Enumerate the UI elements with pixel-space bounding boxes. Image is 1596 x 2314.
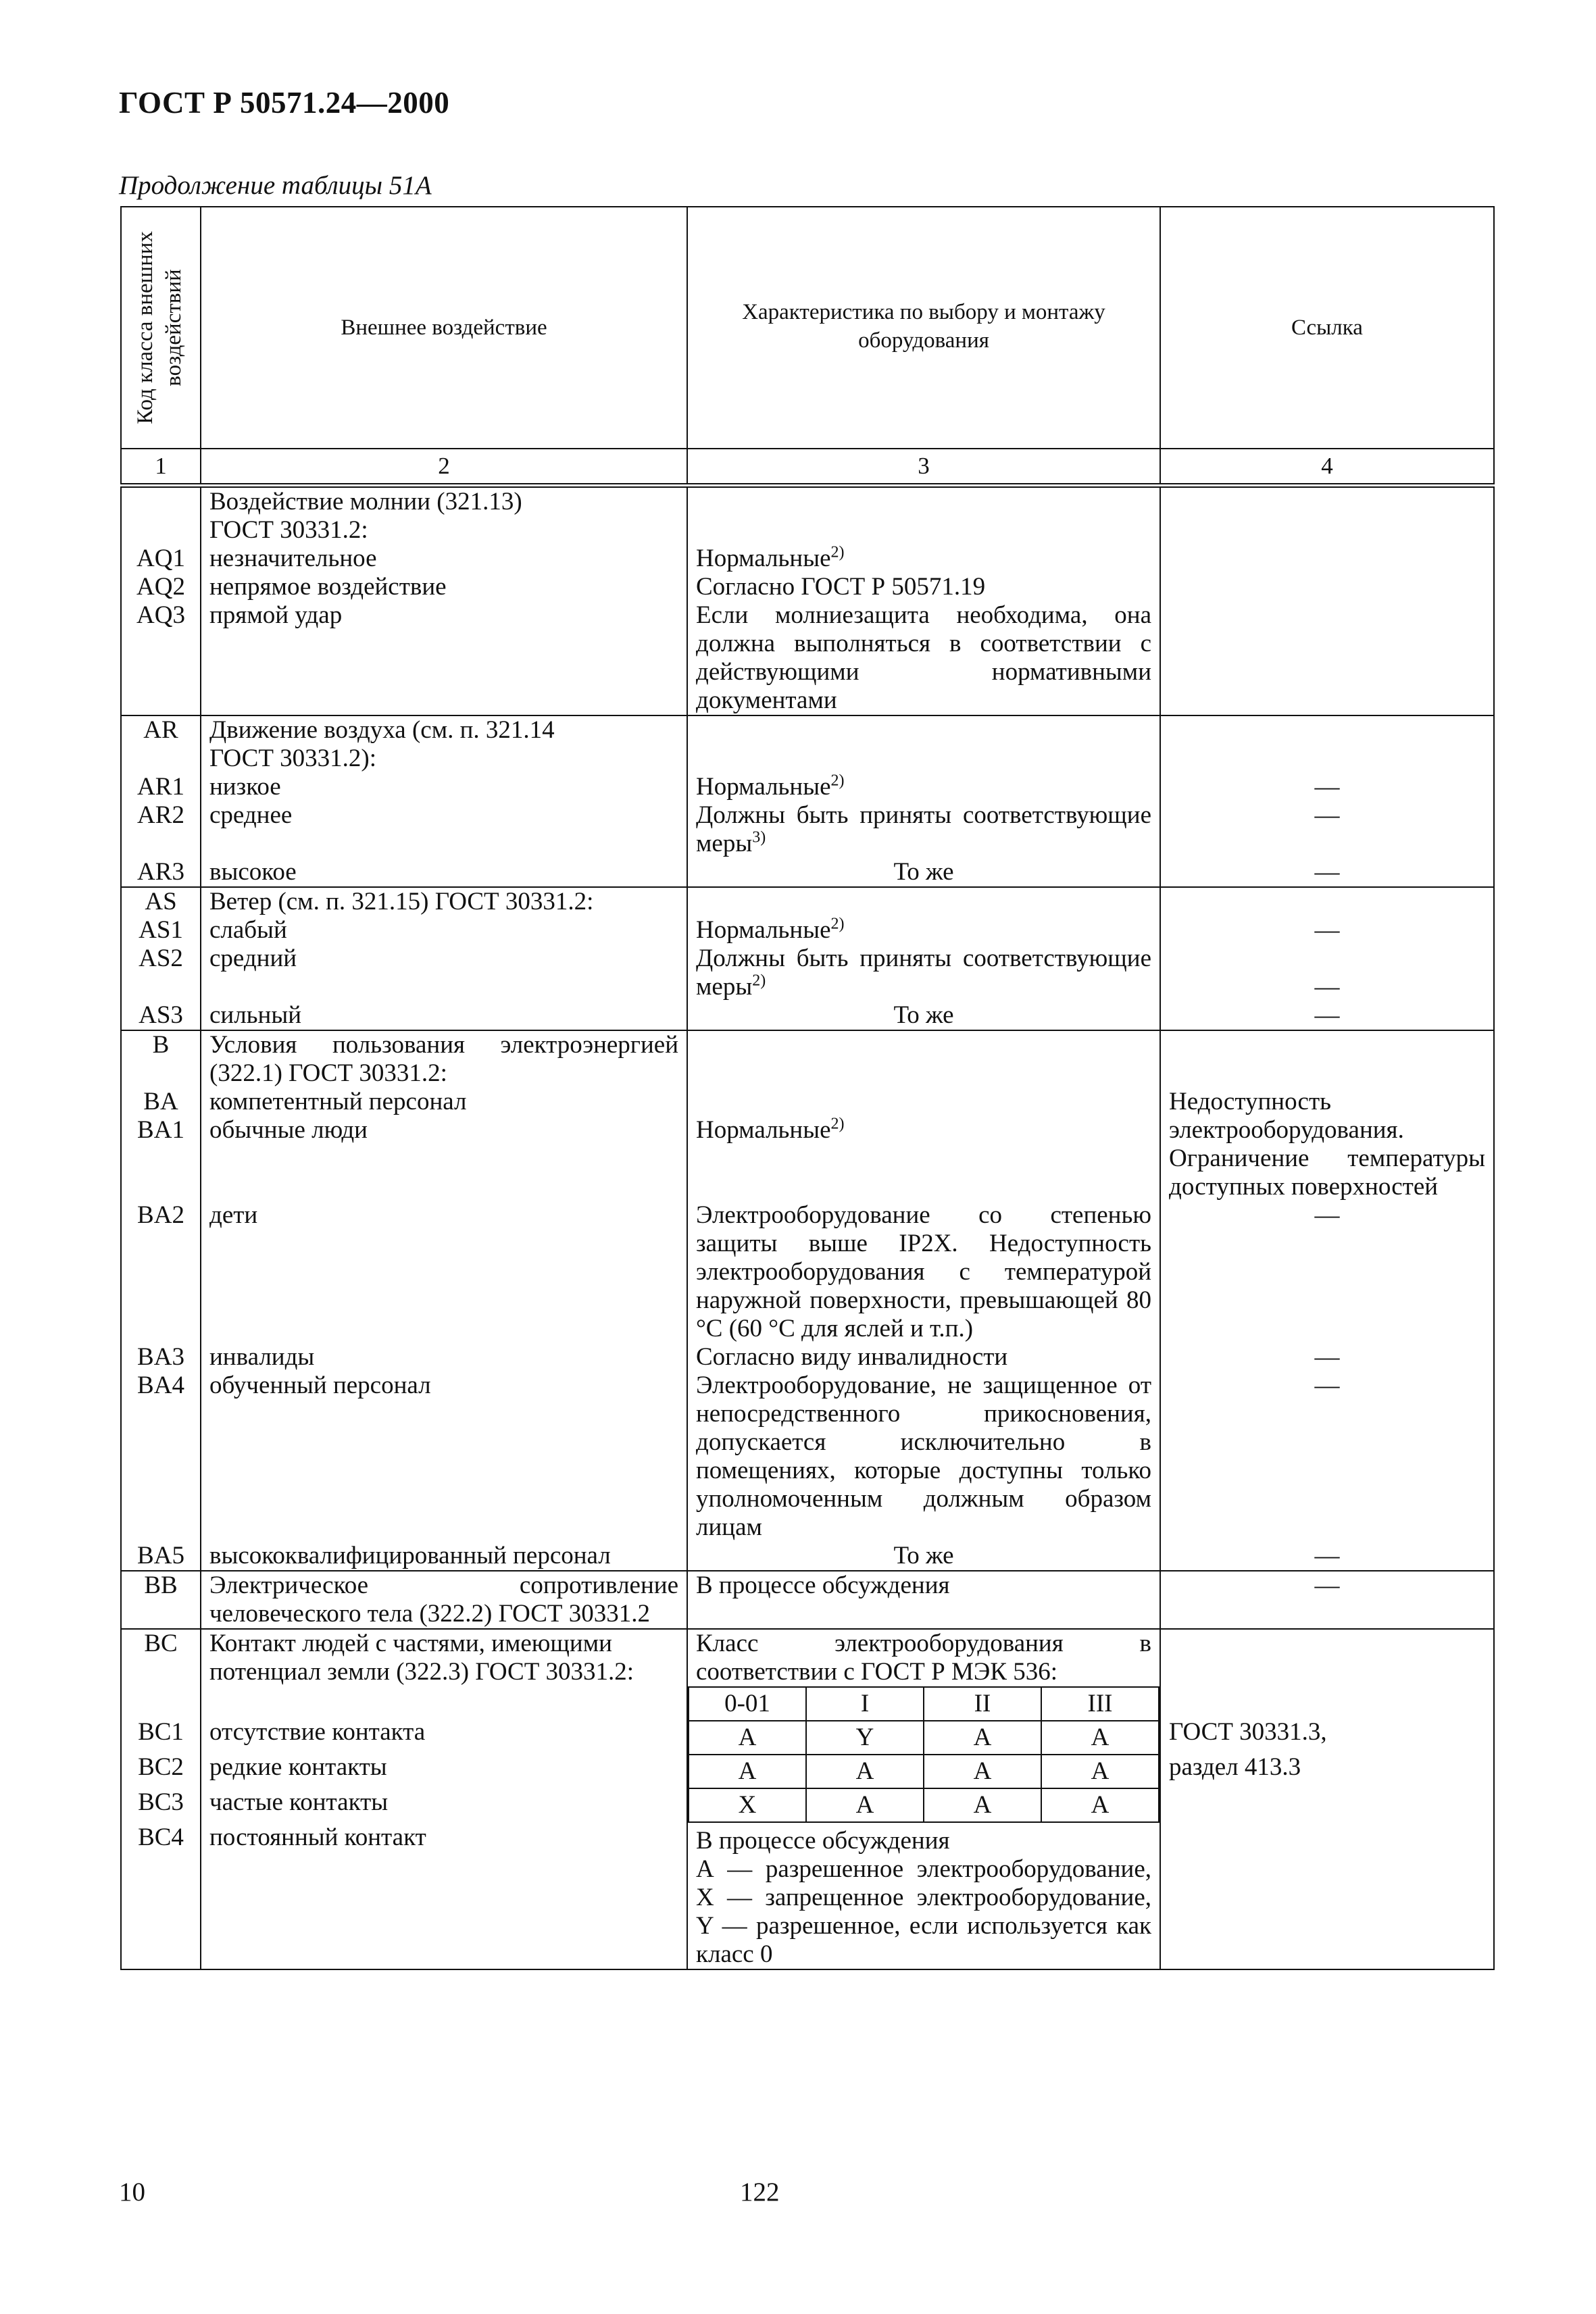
document-title: ГОСТ Р 50571.24—2000: [119, 86, 450, 120]
col-header-characteristic: Характеристика по выбору и монтажу оборудования: [687, 207, 1160, 449]
impact-cell: Электрическое сопротивление человеческого тела (322.2) ГОСТ 30331.2: [201, 1571, 687, 1629]
code-cell: B BA BA1 BA2 BA3 BA4 BA5: [121, 1030, 201, 1571]
characteristic-cell: В процессе обсуждения: [687, 1571, 1160, 1629]
table-continuation-caption: Продолжение таблицы 51А: [119, 171, 432, 200]
table-row-ar: [121, 715, 1494, 887]
reference-cell: ГОСТ 30331.3, раздел 413.3: [1160, 1629, 1494, 1969]
impact-cell: Контакт людей с частями, имеющими потенциал земли (322.3) ГОСТ 30331.2: отсутствие контакта редкие контакты частые контакты постоянный контакт: [201, 1629, 687, 1969]
col-number: 1: [121, 449, 201, 486]
class-table: [688, 1686, 1159, 1823]
characteristic-cell: Нормальные$^{2)}$ Согласно ГОСТ Р 50571.19 Если молниезащита необходима, она должна выполняться в соответствии с действующими нормативными документами: [687, 486, 1160, 716]
page-number-left: 10: [119, 2178, 145, 2207]
code-cell: BB: [121, 1571, 201, 1629]
reference-cell: [1160, 486, 1494, 716]
class-header-row: 0-01 I II III: [689, 1687, 1159, 1721]
class-legend-note: А — разрешенное электрооборудование, Х — запрещенное электрооборудование, Y — разрешенное, если используется как класс 0: [696, 1855, 1151, 1968]
table-row-aq: [121, 486, 1494, 716]
table-row-bc: [121, 1629, 1494, 1969]
reference-cell: —: [1160, 1571, 1494, 1629]
impact-cell: Движение воздуха (см. п. 321.14 ГОСТ 30331.2): низкое среднее высокое: [201, 715, 687, 887]
column-number-row: [121, 449, 1494, 486]
class-row-bc3: X A A A: [689, 1788, 1159, 1822]
code-cell: BC BC1 BC2 BC3 BC4: [121, 1629, 201, 1969]
table-header-row: [121, 207, 1494, 449]
class-row-bc2: A A A A: [689, 1755, 1159, 1788]
reference-cell: — — —: [1160, 887, 1494, 1030]
characteristic-cell: Нормальные$^{2)}$ Электрооборудование со степенью защиты выше IP2X. Недоступность электрооборудования с температурой наружной поверхности, превышающей 80 °С (60 °С для яслей и т.п.) Согласно виду инвалидности Электрооборудование, не защищенное от непосредственного прикосновения, допускается исключительно в помещениях, которые доступны только уполномоченным должным образом лицам То же: [687, 1030, 1160, 1571]
main-table: [120, 206, 1495, 1970]
col-header-code-line1: Код класса внешних: [133, 231, 157, 424]
table-row-bb: [121, 1571, 1494, 1629]
characteristic-cell: Нормальные$^{2)}$ Должны быть приняты соответствующие меры$^{2)}$ То же: [687, 887, 1160, 1030]
code-cell: AR AR1 AR2 AR3: [121, 715, 201, 887]
characteristic-cell: Нормальные$^{2)}$ Должны быть приняты соответствующие меры$^{3)}$ То же: [687, 715, 1160, 887]
col-header-reference: Ссылка: [1160, 207, 1494, 449]
impact-cell: Воздействие молнии (321.13) ГОСТ 30331.2: незначительное непрямое воздействие прямой удар: [201, 486, 687, 716]
code-cell: AQ1 AQ2 AQ3: [121, 486, 201, 716]
table-row-b: [121, 1030, 1494, 1571]
bc4-discussion: В процессе обсуждения: [696, 1827, 950, 1855]
col-number: 4: [1160, 449, 1494, 486]
col-number: 3: [687, 449, 1160, 486]
col-number: 2: [201, 449, 687, 486]
col-header-impact: Внешнее воздействие: [201, 207, 687, 449]
table-row-as: [121, 887, 1494, 1030]
impact-cell: Ветер (см. п. 321.15) ГОСТ 30331.2: слабый средний сильный: [201, 887, 687, 1030]
reference-cell: — — —: [1160, 715, 1494, 887]
col-header-code-line2: воздействий: [161, 269, 186, 386]
code-cell: AS AS1 AS2 AS3: [121, 887, 201, 1030]
class-caption: Класс электрооборудования в соответствии с ГОСТ Р МЭК 536:: [696, 1630, 1151, 1686]
characteristic-cell: [687, 1629, 1160, 1969]
col-header-code: [121, 207, 201, 449]
class-row-bc1: A Y A A: [689, 1721, 1159, 1755]
reference-cell: Недоступность электрооборудования. Ограничение температуры доступных поверхностей — — — —: [1160, 1030, 1494, 1571]
impact-cell: Условия пользования электроэнергией (322.1) ГОСТ 30331.2: компетентный персонал обычные люди дети инвалиды обученный персонал высококвалифицированный персонал: [201, 1030, 687, 1571]
page-number-center: 122: [740, 2178, 780, 2207]
